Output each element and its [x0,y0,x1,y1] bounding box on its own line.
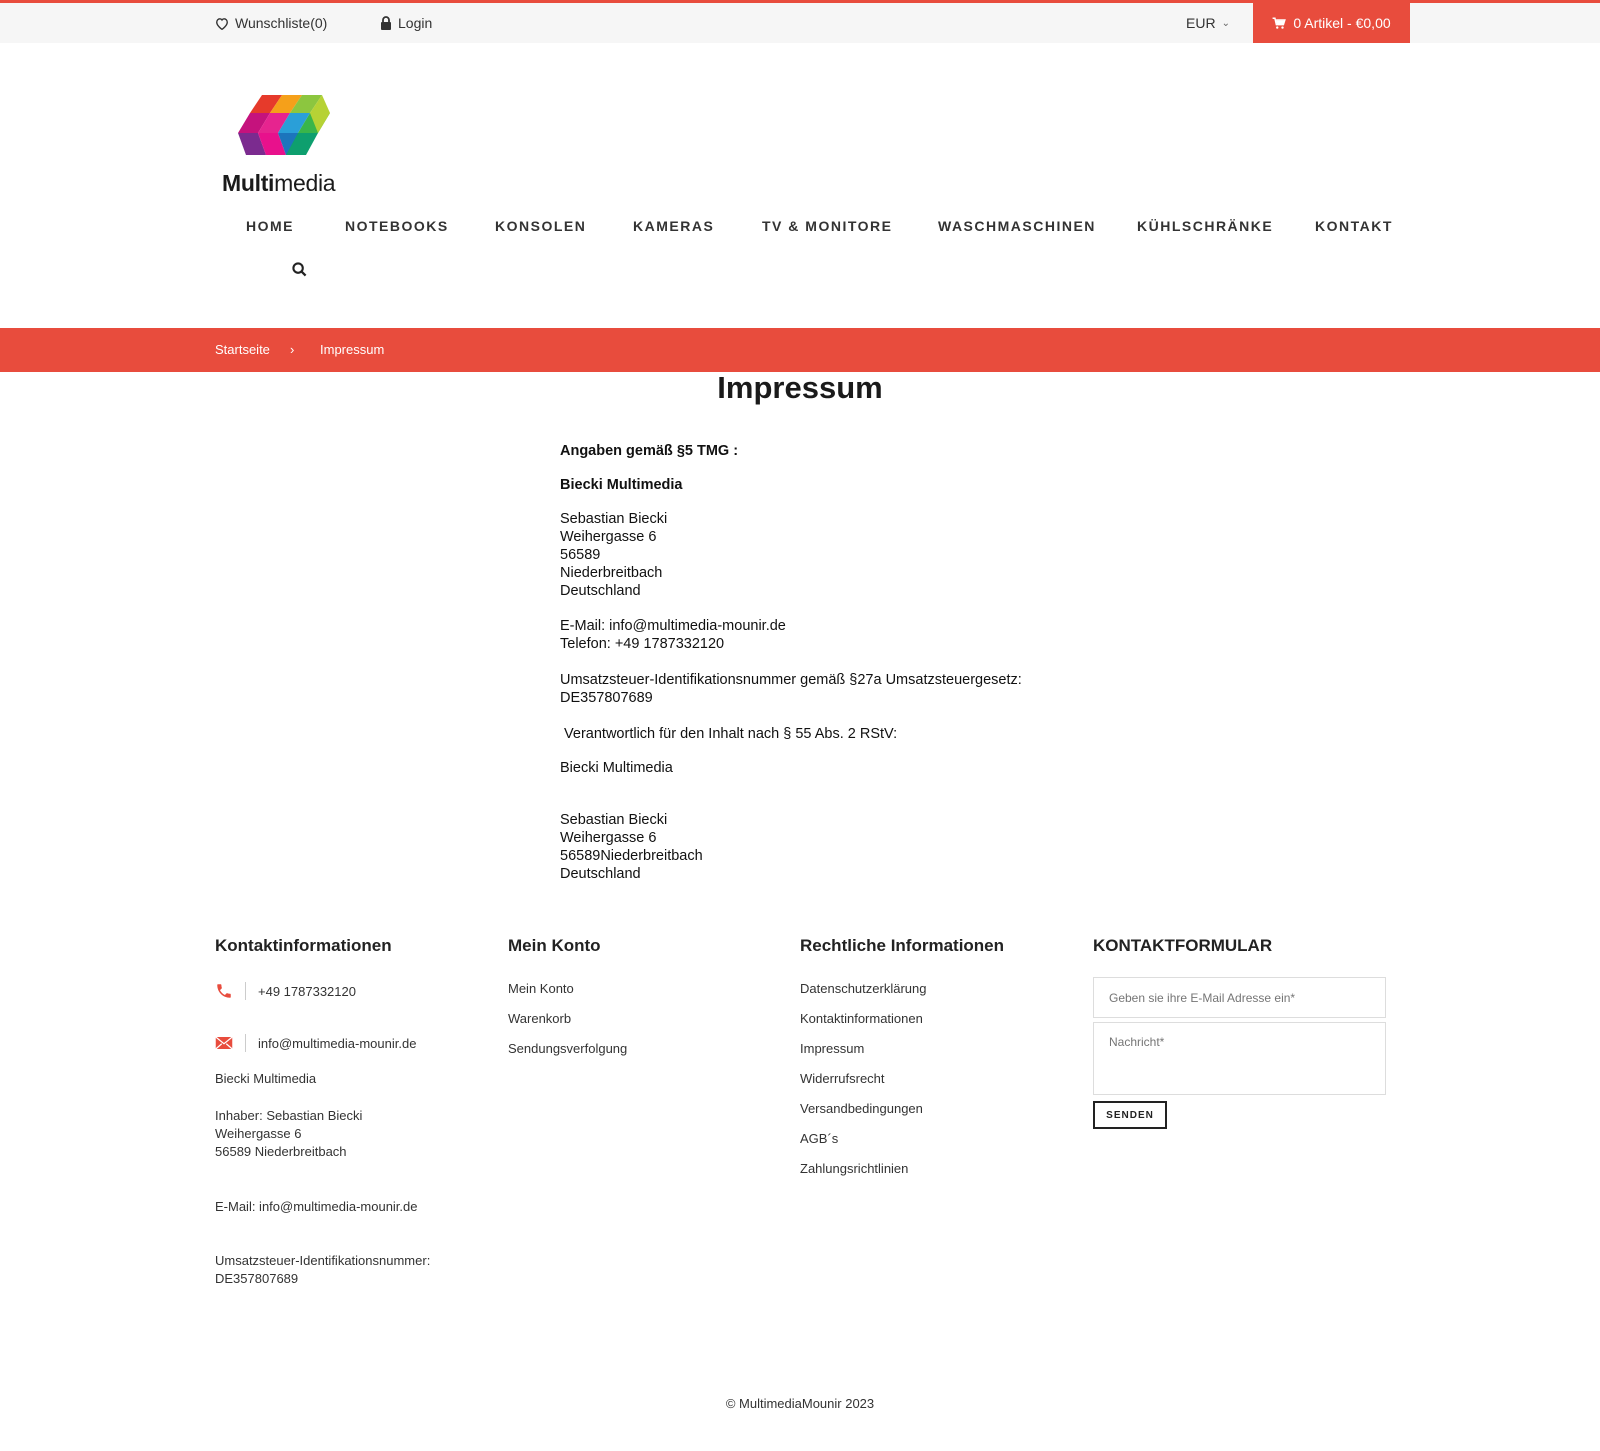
heart-icon [215,17,229,30]
responsible-line: Verantwortlich für den Inhalt nach § 55 Abs. 2 RStV: [560,726,898,742]
currency-label: EUR [1186,15,1216,31]
address-line: Sebastian Biecki [560,812,668,828]
phone-icon [215,982,233,1000]
nav-kameras[interactable]: KAMERAS [633,218,715,234]
divider [245,982,246,1000]
address-line: Sebastian Biecki [560,511,668,527]
footer-contact [215,936,475,1286]
footer-link-payment[interactable]: Zahlungsrichtlinien [800,1161,909,1176]
footer-link-cart[interactable]: Warenkorb [508,1011,572,1026]
breadcrumb-separator: › [290,342,295,357]
footer-link-terms[interactable]: AGB´s [800,1131,839,1146]
page-title: Impressum [717,370,883,405]
footer-account-title: Mein Konto [508,936,601,955]
footer-owner-line: 56589 Niederbreitbach [215,1144,347,1159]
main-nav [0,218,1600,238]
footer-account [508,936,768,1056]
logo-word-rest: media [274,170,336,196]
cart-label: 0 Artikel - €0,00 [1293,15,1391,31]
footer-link-privacy[interactable]: Datenschutzerklärung [800,981,927,996]
wishlist-link[interactable] [215,3,327,43]
vat-block [560,671,1080,707]
logo-word-bold: Multi [222,170,275,196]
footer-link-shipping[interactable]: Versandbedingungen [800,1101,923,1116]
login-label: Login [398,15,433,31]
copyright: © MultimediaMounir 2023 [725,1396,875,1411]
nav-kontakt[interactable]: KONTAKT [1315,218,1393,234]
nav-konsolen[interactable]: KONSOLEN [495,218,587,234]
footer-link-contact-info[interactable]: Kontaktinformationen [800,1011,923,1026]
breadcrumb-home[interactable]: Startseite [215,342,270,357]
breadcrumb-current: Impressum [320,342,385,357]
logo-wordmark[interactable] [222,170,335,197]
footer-link-withdrawal[interactable]: Widerrufsrecht [800,1071,885,1086]
footer-link-my-account[interactable]: Mein Konto [508,981,574,996]
contact-block [560,617,1080,653]
nav-waschmaschinen[interactable]: WASCHMASCHINEN [938,218,1096,234]
breadcrumb [0,328,1600,372]
address-block [560,510,1080,600]
footer-form-title: KONTAKTFORMULAR [1093,936,1273,955]
footer-vat-line: DE357807689 [215,1271,299,1286]
address-line: Weihergasse 6 [560,830,657,846]
login-link[interactable] [380,3,432,43]
footer-phone-row [215,982,356,1000]
cart-icon [1272,17,1286,30]
footer-contact-title: Kontaktinformationen [215,936,392,955]
address-line: Niederbreitbach [560,565,663,581]
footer-owner-line: Weihergasse 6 [215,1126,302,1141]
address-line: Deutschland [560,583,641,599]
nav-home[interactable]: HOME [246,218,294,234]
footer-email[interactable]: info@multimedia-mounir.de [258,1035,417,1051]
send-button[interactable]: SENDEN [1093,1101,1167,1129]
footer-company: Biecki Multimedia [215,1071,317,1086]
mail-icon [215,1036,233,1050]
vat-label: Umsatzsteuer-Identifikationsnummer gemäß §27a Umsatzsteuergesetz: [560,672,1022,688]
footer-address [215,1070,430,1288]
address-line: Weihergasse 6 [560,529,657,545]
vat-id: DE357807689 [560,690,653,706]
nav-notebooks[interactable]: NOTEBOOKS [345,218,449,234]
nav-tv-monitore[interactable]: TV & MONITORE [762,218,893,234]
footer-phone: +49 1787332120 [258,983,356,999]
tmg-heading: Angaben gemäß §5 TMG : [560,443,739,459]
footer-owner-line: Inhaber: Sebastian Biecki [215,1108,363,1123]
divider [245,1034,246,1052]
address-line: Deutschland [560,866,641,882]
footer-legal [800,936,1060,1176]
cart-button[interactable] [1253,3,1410,43]
footer-contact-form [1093,936,1386,1121]
footer-email-row [215,1034,416,1052]
contact-email-input[interactable] [1093,977,1386,1018]
lock-icon [380,16,392,30]
nav-kuehlschraenke[interactable]: KÜHLSCHRÄNKE [1137,218,1274,234]
footer-email-line: E-Mail: info@multimedia-mounir.de [215,1199,418,1214]
chevron-down-icon: ⌄ [1221,17,1230,29]
address-block-2 [560,811,1080,883]
currency-dropdown[interactable] [1186,3,1230,43]
address-line: 56589 [560,547,601,563]
search-icon[interactable] [292,262,307,277]
wishlist-label: Wunschliste(0) [235,15,328,31]
address-line: 56589Niederbreitbach [560,848,703,864]
footer-link-tracking[interactable]: Sendungsverfolgung [508,1041,628,1056]
company-name: Biecki Multimedia [560,477,683,493]
contact-message-input[interactable] [1093,1022,1386,1095]
email-line: E-Mail: info@multimedia-mounir.de [560,618,786,634]
phone-line: Telefon: +49 1787332120 [560,636,725,652]
company-name-2: Biecki Multimedia [560,760,673,776]
footer-vat-line: Umsatzsteuer-Identifikationsnummer: [215,1253,431,1268]
impressum-content [560,442,1080,883]
footer-legal-title: Rechtliche Informationen [800,936,1005,955]
footer-link-impressum[interactable]: Impressum [800,1041,865,1056]
